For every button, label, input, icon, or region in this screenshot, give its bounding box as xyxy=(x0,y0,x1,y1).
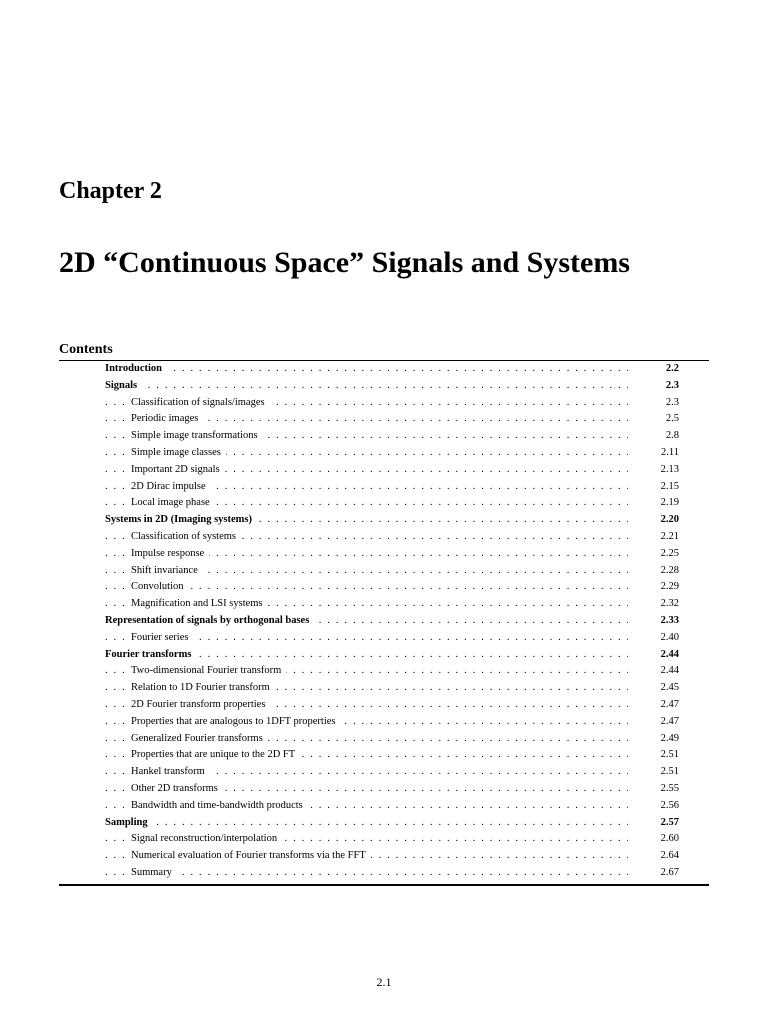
toc-entry-title: Local image phase xyxy=(131,495,215,512)
toc-subsection-entry[interactable] xyxy=(0,697,768,714)
toc-entry-page: 2.51 xyxy=(660,749,679,761)
toc-dot-leader xyxy=(105,361,628,378)
toc-entry-title: Simple image classes xyxy=(131,445,226,462)
toc-subsection-entry[interactable] xyxy=(0,680,768,697)
toc-entry-title: Impulse response xyxy=(131,546,209,563)
toc-entry-title: Relation to 1D Fourier transform xyxy=(131,680,275,697)
toc-dot-leader xyxy=(105,378,628,395)
toc-entry-page: 2.11 xyxy=(661,446,679,458)
toc-entry-page: 2.57 xyxy=(660,816,679,828)
toc-entry-title: Bandwidth and time-bandwidth products xyxy=(131,798,308,815)
chapter-title: 2D “Continuous Space” Signals and Systems xyxy=(59,246,630,279)
toc-entry-title: Hankel transform xyxy=(131,764,210,781)
toc-entry-page: 2.25 xyxy=(660,547,679,559)
toc-entry-title: Introduction xyxy=(105,361,167,378)
toc-subsection-entry[interactable] xyxy=(0,529,768,546)
toc-entry-page: 2.32 xyxy=(660,598,679,610)
toc-entry-title: Two-dimensional Fourier transform xyxy=(131,663,286,680)
toc-entry-title: Shift invariance xyxy=(131,563,203,580)
toc-entry-title: Systems in 2D (Imaging systems) xyxy=(105,512,257,529)
toc-entry-page: 2.33 xyxy=(660,614,679,626)
toc-subsection-entry[interactable] xyxy=(0,563,768,580)
toc-entry-title: Fourier transforms xyxy=(105,647,196,664)
contents-heading: Contents xyxy=(59,342,113,357)
toc-entry-page: 2.28 xyxy=(660,564,679,576)
page-number: 2.1 xyxy=(376,975,392,989)
toc-section-entry[interactable] xyxy=(0,361,768,378)
toc-entry-title: Summary xyxy=(131,865,177,882)
toc-section-entry[interactable] xyxy=(0,613,768,630)
toc-entry-title: Sampling xyxy=(105,815,153,832)
toc-entry-page: 2.3 xyxy=(665,379,679,391)
toc-section-entry[interactable] xyxy=(0,378,768,395)
toc-subsection-entry[interactable] xyxy=(0,479,768,496)
toc-entry-title: Signal reconstruction/interpolation xyxy=(131,831,282,848)
toc-subsection-entry[interactable] xyxy=(0,714,768,731)
toc-subsection-entry[interactable] xyxy=(0,865,768,882)
toc-entry-page: 2.56 xyxy=(660,799,679,811)
toc-entry-title: Properties that are unique to the 2D FT xyxy=(131,747,300,764)
toc-entry-page: 2.5 xyxy=(665,413,679,425)
toc-entry-page: 2.64 xyxy=(660,850,679,862)
toc-dot-leader xyxy=(105,815,628,832)
toc-subsection-entry[interactable] xyxy=(0,445,768,462)
toc-section-entry[interactable] xyxy=(0,512,768,529)
toc-entry-page: 2.47 xyxy=(660,715,679,727)
toc-entry-page: 2.13 xyxy=(660,463,679,475)
toc-entry-page: 2.2 xyxy=(665,363,679,374)
toc-entry-title: Convolution xyxy=(131,579,189,596)
toc-entry-page: 2.67 xyxy=(660,866,679,878)
toc-entry-page: 2.21 xyxy=(660,530,679,542)
toc-entry-title: Classification of systems xyxy=(131,529,241,546)
toc-entry-page: 2.45 xyxy=(660,682,679,694)
table-of-contents xyxy=(0,361,768,882)
toc-section-entry[interactable] xyxy=(0,815,768,832)
toc-subsection-entry[interactable] xyxy=(0,781,768,798)
toc-entry-title: Fourier series xyxy=(131,630,193,647)
toc-subsection-entry[interactable] xyxy=(0,764,768,781)
toc-entry-page: 2.8 xyxy=(665,430,679,442)
toc-subsection-entry[interactable] xyxy=(0,831,768,848)
chapter-label: Chapter 2 xyxy=(59,178,162,204)
toc-dot-leader xyxy=(105,865,628,882)
toc-section-entry[interactable] xyxy=(0,647,768,664)
toc-entry-page: 2.29 xyxy=(660,581,679,593)
toc-subsection-entry[interactable] xyxy=(0,495,768,512)
toc-entry-title: Magnification and LSI systems xyxy=(131,596,268,613)
toc-entry-page: 2.55 xyxy=(660,782,679,794)
toc-entry-title: Representation of signals by orthogonal bases xyxy=(105,613,314,630)
toc-entry-page: 2.60 xyxy=(660,833,679,845)
toc-subsection-entry[interactable] xyxy=(0,411,768,428)
toc-subsection-entry[interactable] xyxy=(0,428,768,445)
toc-entry-page: 2.51 xyxy=(660,766,679,778)
toc-entry-title: Numerical evaluation of Fourier transforms via the FFT xyxy=(131,848,371,865)
toc-entry-title: Periodic images xyxy=(131,411,203,428)
toc-subsection-entry[interactable] xyxy=(0,663,768,680)
toc-entry-title: Other 2D transforms xyxy=(131,781,223,798)
toc-entry-title: Classification of signals/images xyxy=(131,395,270,412)
toc-entry-page: 2.3 xyxy=(665,396,679,408)
toc-subsection-entry[interactable] xyxy=(0,798,768,815)
toc-entry-title: Important 2D signals xyxy=(131,462,225,479)
toc-entry-page: 2.15 xyxy=(660,480,679,492)
toc-entry-page: 2.19 xyxy=(660,497,679,509)
toc-entry-page: 2.40 xyxy=(660,631,679,643)
toc-entry-title: 2D Fourier transform properties xyxy=(131,697,270,714)
toc-subsection-entry[interactable] xyxy=(0,462,768,479)
toc-subsection-entry[interactable] xyxy=(0,579,768,596)
toc-subsection-entry[interactable] xyxy=(0,596,768,613)
toc-entry-page: 2.44 xyxy=(660,665,679,677)
toc-entry-title: Signals xyxy=(105,378,142,395)
toc-entry-title: Simple image transformations xyxy=(131,428,263,445)
toc-entry-page: 2.44 xyxy=(660,648,679,660)
toc-subsection-entry[interactable] xyxy=(0,848,768,865)
toc-subsection-entry[interactable] xyxy=(0,546,768,563)
contents-bottom-rule xyxy=(59,884,709,886)
toc-entry-title: Generalized Fourier transforms xyxy=(131,731,268,748)
toc-entry-title: 2D Dirac impulse xyxy=(131,479,211,496)
toc-entry-page: 2.47 xyxy=(660,698,679,710)
toc-subsection-entry[interactable] xyxy=(0,395,768,412)
toc-subsection-entry[interactable] xyxy=(0,747,768,764)
toc-entry-title: Properties that are analogous to 1DFT properties xyxy=(131,714,341,731)
toc-entry-page: 2.49 xyxy=(660,732,679,744)
toc-entry-page: 2.20 xyxy=(660,514,679,526)
toc-subsection-entry[interactable] xyxy=(0,731,768,748)
toc-subsection-entry[interactable] xyxy=(0,630,768,647)
